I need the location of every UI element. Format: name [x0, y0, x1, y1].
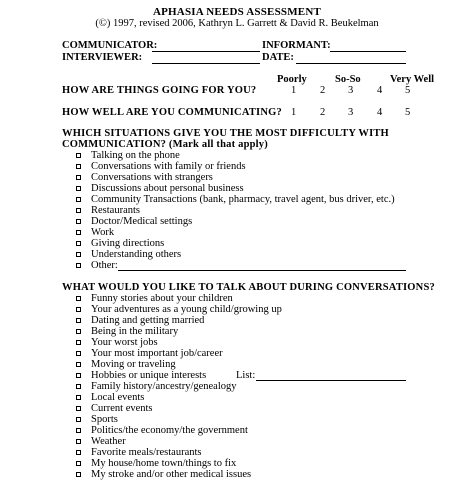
question-things-going: HOW ARE THINGS GOING FOR YOU?: [62, 85, 257, 96]
form-title: APHASIA NEEDS ASSESSMENT: [152, 6, 322, 18]
situations-heading-line2: COMMUNICATION? (Mark all that apply): [62, 139, 268, 150]
checklist-item[interactable]: Doctor/Medical settings: [76, 216, 192, 227]
checklist-item[interactable]: Discussions about personal business: [76, 183, 244, 194]
topic-item[interactable]: Your worst jobs: [76, 337, 158, 348]
topics-heading: WHAT WOULD YOU LIKE TO TALK ABOUT DURING CONVERSATIONS?: [62, 282, 435, 293]
communicator-field[interactable]: [152, 51, 260, 52]
checkbox-icon[interactable]: [76, 252, 81, 257]
topic-item[interactable]: Sports: [76, 414, 118, 425]
q1-rating-5[interactable]: 5: [405, 85, 411, 96]
date-label: DATE:: [262, 52, 294, 63]
checkbox-icon[interactable]: [76, 208, 81, 213]
checkbox-icon[interactable]: [76, 340, 81, 345]
topic-item[interactable]: Funny stories about your children: [76, 293, 233, 304]
scale-poorly-label: Poorly: [277, 74, 307, 85]
checkbox-icon[interactable]: [76, 296, 81, 301]
scale-soso-label: So-So: [335, 74, 361, 85]
checklist-item[interactable]: Conversations with strangers: [76, 172, 213, 183]
checklist-item[interactable]: Restaurants: [76, 205, 140, 216]
scale-verywell-label: Very Well: [390, 74, 435, 85]
q1-rating-2[interactable]: 2: [320, 85, 326, 96]
checkbox-icon[interactable]: [76, 395, 81, 400]
checkbox-icon[interactable]: [76, 450, 81, 455]
q1-rating-4[interactable]: 4: [377, 85, 383, 96]
checkbox-icon[interactable]: [76, 428, 81, 433]
checkbox-icon[interactable]: [76, 406, 81, 411]
topic-item[interactable]: Local events: [76, 392, 144, 403]
q1-rating-1[interactable]: 1: [291, 85, 297, 96]
checkbox-icon[interactable]: [76, 472, 81, 477]
topic-item[interactable]: Your adventures as a young child/growing up: [76, 304, 282, 315]
checkbox-icon[interactable]: [76, 186, 81, 191]
checkbox-icon[interactable]: [76, 384, 81, 389]
question-communicating: HOW WELL ARE YOU COMMUNICATING?: [62, 107, 282, 118]
topic-item[interactable]: Dating and getting married: [76, 315, 204, 326]
topic-item[interactable]: Family history/ancestry/genealogy: [76, 381, 237, 392]
checkbox-icon[interactable]: [76, 351, 81, 356]
situations-heading-line1: WHICH SITUATIONS GIVE YOU THE MOST DIFFICULTY WITH: [62, 128, 389, 139]
checkbox-icon[interactable]: [76, 219, 81, 224]
communicator-label: COMMUNICATOR:: [62, 40, 158, 51]
topic-item[interactable]: My stroke and/or other medical issues: [76, 469, 251, 480]
topic-item[interactable]: My house/home town/things to fix: [76, 458, 236, 469]
list-label: List:: [236, 370, 256, 381]
checkbox-icon[interactable]: [76, 230, 81, 235]
checkbox-icon[interactable]: [76, 164, 81, 169]
q1-rating-3[interactable]: 3: [348, 85, 354, 96]
checklist-item[interactable]: Conversations with family or friends: [76, 161, 246, 172]
topic-item[interactable]: Politics/the economy/the government: [76, 425, 248, 436]
topic-item[interactable]: Hobbies or unique interests: [76, 370, 206, 381]
topic-item[interactable]: Current events: [76, 403, 153, 414]
topic-item[interactable]: Weather: [76, 436, 126, 447]
q2-rating-4[interactable]: 4: [377, 107, 383, 118]
checkbox-icon[interactable]: [76, 175, 81, 180]
other-situation-field[interactable]: [118, 270, 406, 271]
checklist-item[interactable]: Giving directions: [76, 238, 164, 249]
q2-rating-1[interactable]: 1: [291, 107, 297, 118]
date-field[interactable]: [296, 63, 406, 64]
checkbox-icon[interactable]: [76, 329, 81, 334]
topic-item[interactable]: Being in the military: [76, 326, 178, 337]
checkbox-icon[interactable]: [76, 461, 81, 466]
topic-item[interactable]: Favorite meals/restaurants: [76, 447, 202, 458]
checkbox-icon[interactable]: [76, 263, 81, 268]
checkbox-icon[interactable]: [76, 241, 81, 246]
checklist-item[interactable]: Community Transactions (bank, pharmacy, travel agent, bus driver, etc.): [76, 194, 395, 205]
checkbox-icon[interactable]: [76, 362, 81, 367]
checklist-item[interactable]: Other:: [76, 260, 118, 271]
checklist-item[interactable]: Talking on the phone: [76, 150, 180, 161]
topic-item[interactable]: Moving or traveling: [76, 359, 176, 370]
checkbox-icon[interactable]: [76, 417, 81, 422]
hobbies-list-field[interactable]: [256, 380, 406, 381]
q2-rating-2[interactable]: 2: [320, 107, 326, 118]
checkbox-icon[interactable]: [76, 318, 81, 323]
q2-rating-5[interactable]: 5: [405, 107, 411, 118]
checklist-item[interactable]: Understanding others: [76, 249, 181, 260]
checkbox-icon[interactable]: [76, 153, 81, 158]
topic-item[interactable]: Your most important job/career: [76, 348, 223, 359]
checkbox-icon[interactable]: [76, 307, 81, 312]
q2-rating-3[interactable]: 3: [348, 107, 354, 118]
informant-label: INFORMANT:: [262, 40, 331, 51]
interviewer-field[interactable]: [152, 63, 260, 64]
checklist-item[interactable]: Work: [76, 227, 114, 238]
checkbox-icon[interactable]: [76, 197, 81, 202]
checkbox-icon[interactable]: [76, 373, 81, 378]
checkbox-icon[interactable]: [76, 439, 81, 444]
copyright-line: (©) 1997, revised 2006, Kathryn L. Garrett & David R. Beukelman: [95, 18, 379, 29]
interviewer-label: INTERVIEWER:: [62, 52, 143, 63]
informant-field[interactable]: [330, 51, 406, 52]
